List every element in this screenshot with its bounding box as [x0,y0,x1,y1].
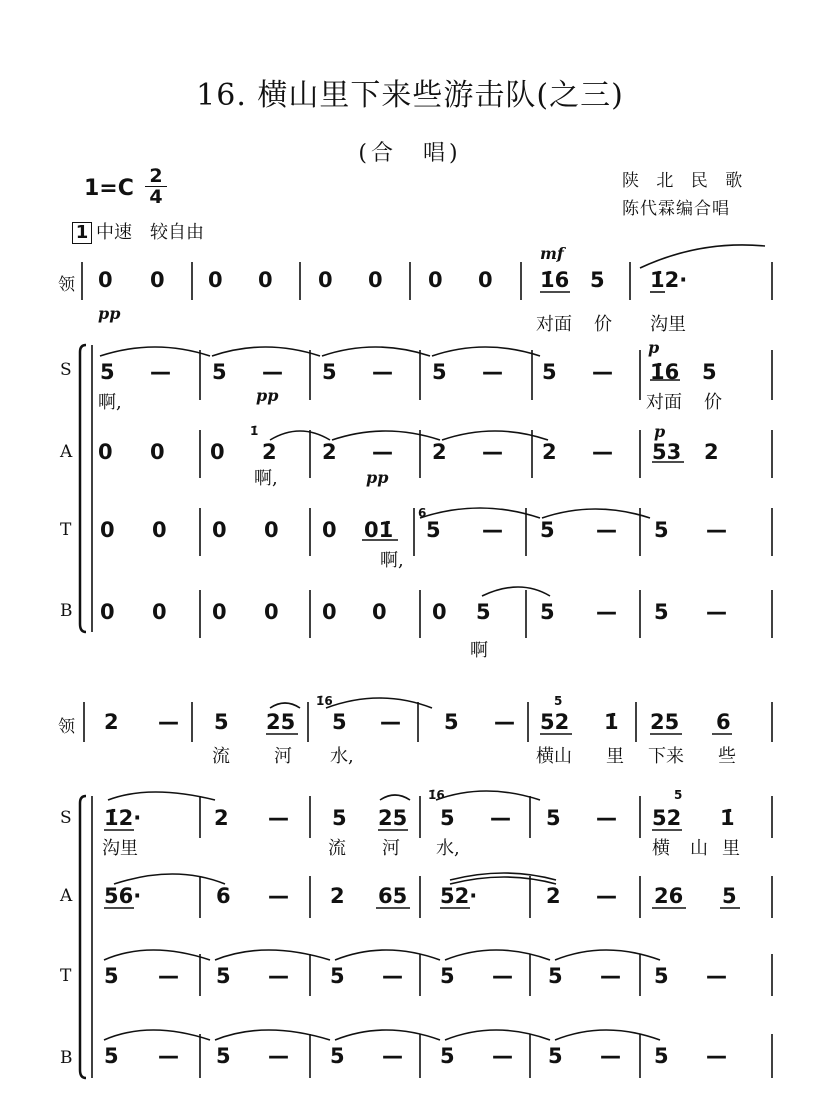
note: — [382,1044,403,1068]
note: 5 [330,964,345,988]
lyric: 流 [328,838,346,859]
dynamic-mark: pp [366,468,389,487]
note: — [158,1044,179,1068]
lyric: 水, [436,838,460,859]
dynamic-mark: pp [256,386,279,405]
note: 1̇ [720,806,735,830]
note: 0 [98,268,113,292]
dynamic-mark: pp [98,304,121,323]
note: — [706,964,727,988]
note: 0 [368,268,383,292]
note: — [268,964,289,988]
note: 0 [208,268,223,292]
grace-note: 6 [418,506,427,520]
note: 0 [150,268,165,292]
note: — [596,806,617,830]
lyric: 横山 [536,746,572,767]
credit-arranger: 陈代霖编合唱 [622,199,730,219]
note: 0 [322,518,337,542]
note: 2 [214,806,229,830]
note: 5 [104,1044,119,1068]
note: 0 [100,518,115,542]
note: 5 [322,360,337,384]
voice-label-s-2: S [60,808,72,828]
subtitle: (合 唱) [358,141,462,166]
note: 56· [104,884,142,908]
note: 53 [652,440,682,464]
lyric: 价 [594,314,612,335]
note: 5 [590,268,605,292]
note: 2 [546,884,561,908]
note: 0 [318,268,333,292]
note: 0 [258,268,273,292]
note: 1̇6 [540,268,570,292]
note: 6 [716,710,731,734]
lyric: 些 [718,746,736,767]
voice-label-a-2: A [60,886,73,906]
lyric: 水, [330,746,354,767]
note: 1̇2· [104,806,142,830]
grace-note: 5 [674,788,683,802]
note: 0 [150,440,165,464]
note: — [706,600,727,624]
key-signature: 1=C [84,176,134,201]
note: — [262,360,283,384]
note: 5 [432,360,447,384]
note: 5 [540,518,555,542]
note: — [380,710,401,734]
note: 26 [654,884,684,908]
lyric: 河 [382,838,400,859]
note: 0 [264,518,279,542]
note: 0 [428,268,443,292]
note: — [268,806,289,830]
note: 5 [440,1044,455,1068]
rehearsal-mark: 1 [72,222,92,244]
note: 5 [540,600,555,624]
note: 0 [152,600,167,624]
time-denominator: 4 [149,186,163,208]
note: — [482,518,503,542]
note: 5 [332,710,347,734]
note: — [706,1044,727,1068]
grace-note: 1̇6 [428,788,445,802]
note: 5 [216,964,231,988]
note: 25 [650,710,680,734]
note: 25 [266,710,296,734]
note: 52 [540,710,570,734]
note: 5 [654,964,669,988]
dynamic-mark: mf [540,244,564,263]
note: 0 [212,600,227,624]
note: — [482,360,503,384]
voice-label-ling-2: 领 [58,717,75,737]
note: — [382,964,403,988]
note: 0 [212,518,227,542]
note: 6 [216,884,231,908]
note: 0 [100,600,115,624]
note: 0 [372,600,387,624]
dynamic-mark: p [648,338,660,357]
note: 2 [330,884,345,908]
voice-label-b-2: B [60,1048,73,1068]
lyric: 沟里 [650,314,686,335]
voice-label-ling: 领 [58,275,75,295]
note: — [596,884,617,908]
lyric: 里 [606,746,624,767]
voice-label-s: S [60,360,72,380]
lyric: 啊, [254,468,278,489]
time-numerator: 2 [145,166,167,187]
note: 5 [702,360,717,384]
note: 5 [216,1044,231,1068]
grace-note: 1̇ [250,424,259,438]
voice-label-t: T [60,520,72,540]
lyric: 里 [722,838,740,859]
lyric: 啊, [98,392,122,413]
note: — [600,1044,621,1068]
lyric: 价 [704,392,722,413]
note: 25 [378,806,408,830]
note: 0 [152,518,167,542]
note: 2 [322,440,337,464]
note: 5 [332,806,347,830]
note: 65 [378,884,408,908]
note: 1̇6 [650,360,680,384]
note: 52· [440,884,478,908]
lyric: 对面 [536,314,572,335]
tempo-text: 中速 较自由 [96,222,204,243]
note: 5 [476,600,491,624]
note: 2 [262,440,277,464]
lyric: 流 [212,746,230,767]
note: — [158,964,179,988]
note: — [482,440,503,464]
note: 1̇2· [650,268,688,292]
lyric: 沟里 [102,838,138,859]
note: 0 [210,440,225,464]
note: — [268,1044,289,1068]
note: — [596,600,617,624]
lyric: 横 [652,838,670,859]
bracket-2 [80,796,86,1078]
lyric: 山 [690,838,708,859]
note: 5 [426,518,441,542]
note: — [490,806,511,830]
lyric: 下来 [648,746,684,767]
note: 5 [722,884,737,908]
voice-label-b: B [60,601,73,621]
note: 2 [704,440,719,464]
lyric: 河 [274,746,292,767]
note: 0 [98,440,113,464]
grace-note: 1̇6 [316,694,333,708]
note: — [492,964,513,988]
note: — [600,964,621,988]
bracket-1 [80,345,86,632]
note: 5 [440,964,455,988]
note: 2 [104,710,119,734]
note: — [158,710,179,734]
note: 0 [432,600,447,624]
page-title: 16. 横山里下来些游击队(之三) [196,78,624,113]
lyric: 啊 [470,640,488,661]
lyric: 啊, [380,550,404,571]
note: 5 [654,600,669,624]
note: 5 [654,1044,669,1068]
note: 2 [432,440,447,464]
note: 1̇ [604,710,619,734]
note: 5 [548,964,563,988]
note: 5 [104,964,119,988]
note: 01̇ [364,518,394,542]
note: 5 [440,806,455,830]
note: — [268,884,289,908]
note: — [372,360,393,384]
note: — [492,1044,513,1068]
note: — [592,360,613,384]
note: — [592,440,613,464]
note: 5 [330,1044,345,1068]
note: 0 [264,600,279,624]
voice-label-a: A [60,442,73,462]
note: — [706,518,727,542]
note: 5 [548,1044,563,1068]
dynamic-mark: p [654,422,666,441]
lyric: 对面 [646,392,682,413]
grace-note: 5 [554,694,563,708]
note: 5 [542,360,557,384]
note: 5 [212,360,227,384]
note: — [494,710,515,734]
credit-source: 陕 北 民 歌 [622,171,749,191]
voice-label-t-2: T [60,966,72,986]
note: — [150,360,171,384]
note: 5 [444,710,459,734]
note: — [596,518,617,542]
note: — [372,440,393,464]
note: 2 [542,440,557,464]
note: 5 [654,518,669,542]
note: 5 [546,806,561,830]
note: 52 [652,806,682,830]
note: 5 [214,710,229,734]
note: 0 [478,268,493,292]
note: 0 [322,600,337,624]
note: 5 [100,360,115,384]
